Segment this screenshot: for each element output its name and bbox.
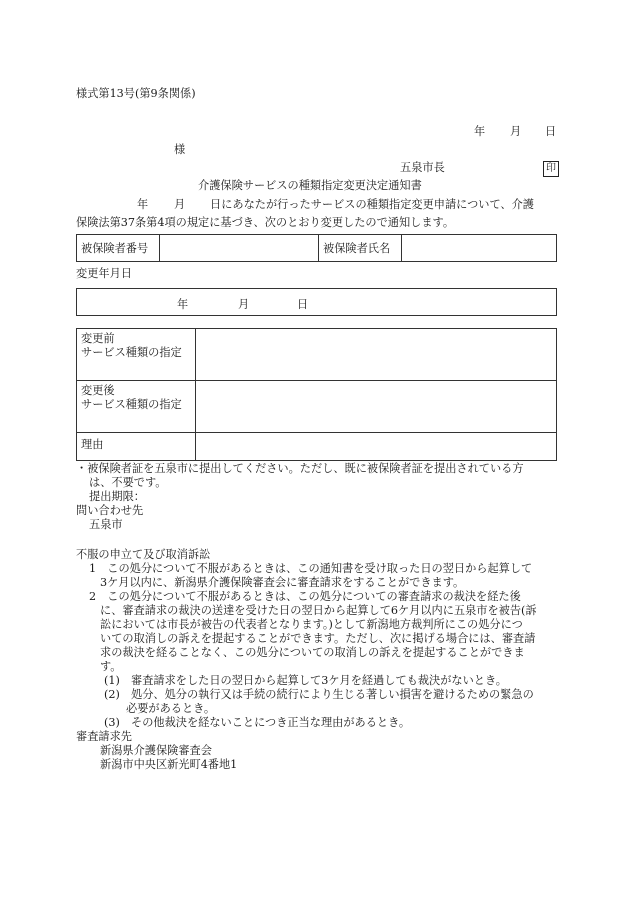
appeal-sub-2-line-2: 必要があるとき。 — [126, 702, 216, 715]
insured-name-label: 被保険者氏名 — [319, 235, 402, 262]
before-label-cell — [77, 329, 196, 381]
appeal-item-2-line-1: 2 この処分について不服があるときは、この処分についての審査請求の裁決を経た後 — [89, 590, 521, 603]
contact-name: 五泉市 — [89, 518, 123, 531]
after-value-field[interactable] — [196, 381, 557, 433]
before-label-2: サービス種類の指定 — [81, 346, 182, 359]
insured-table — [76, 234, 557, 262]
date-year-label: 年 — [474, 125, 486, 138]
appeal-item-2-line-2: に、審査請求の裁決の送達を受けた日の翌日から起算して6ケ月以内に五泉市を被告(訴 — [100, 604, 537, 617]
after-label-cell — [77, 381, 196, 433]
date-month-label: 月 — [510, 125, 522, 138]
document-title: 介護保険サービスの種類指定変更決定通知書 — [198, 179, 422, 192]
appeal-item-1-line-1: 1 この処分について不服があるときは、この通知書を受け取った日の翌日から起算して — [89, 562, 533, 575]
intro-year: 年 — [137, 198, 149, 211]
after-label-1: 変更後 — [81, 384, 115, 397]
appeal-item-1-line-2: 3ケ月以内に、新潟県介護保険審査会に審査請求をすることができます。 — [100, 576, 465, 589]
appeal-sub-3: (3) その他裁決を経ないことにつき正当な理由があるとき。 — [104, 716, 411, 729]
issuer: 五泉市長 — [400, 161, 445, 174]
appeal-sub-1: (1) 審査請求をした日の翌日から起算して3ケ月を経過しても裁決がないとき。 — [104, 674, 507, 687]
date-day-label: 日 — [545, 125, 557, 138]
change-date-label: 変更年月日 — [76, 267, 132, 280]
before-value-field[interactable] — [196, 329, 557, 381]
service-type-table — [76, 328, 557, 461]
review-body-name: 新潟県介護保険審査会 — [100, 744, 212, 757]
note-line-2: は、不要です。 — [89, 476, 167, 489]
change-date-field[interactable] — [77, 289, 557, 316]
seal-mark: 印 — [543, 161, 559, 177]
intro-line-2: 保険法第37条第4項の規定に基づき、次のとおり変更したので通知します。 — [76, 216, 455, 229]
appeal-item-2-line-3: 訟においては市長が被告の代表者となります。)として新潟地方裁判所にこの処分につ — [100, 618, 523, 631]
form-number: 様式第13号(第9条関係) — [76, 87, 196, 100]
addressee-suffix: 様 — [174, 143, 186, 156]
appeal-item-2-line-4: いての取消しの訴えを提起することができます。ただし、次に掲げる場合には、審査請 — [100, 632, 536, 645]
appeal-item-2-line-5: 求の裁決を経ることなく、この処分についての取消しの訴えを提起することができま — [100, 646, 525, 659]
contact-label: 問い合わせ先 — [76, 504, 144, 517]
insured-name-field[interactable] — [402, 235, 557, 262]
change-date-year: 年 — [177, 298, 189, 311]
change-date-table — [76, 288, 557, 316]
insured-number-field[interactable] — [160, 235, 319, 262]
appeal-sub-2-line-1: (2) 処分、処分の執行又は手続の続行により生じる著しい損害を避けるための緊急の — [104, 688, 534, 701]
review-body-address: 新潟市中央区新光町4番地1 — [100, 758, 238, 771]
before-label-1: 変更前 — [81, 332, 115, 345]
appeal-item-2-line-6: す。 — [100, 660, 122, 673]
intro-month: 月 — [174, 198, 186, 211]
deadline-label: 提出期限： — [89, 490, 145, 503]
change-date-day: 日 — [297, 298, 309, 311]
appeal-heading: 不服の申立て及び取消訴訟 — [76, 548, 211, 561]
after-label-2: サービス種類の指定 — [81, 398, 182, 411]
note-line-1: ・被保険者証を五泉市に提出してください。ただし、既に被保険者証を提出されている方 — [76, 462, 524, 475]
reason-label: 理由 — [77, 433, 196, 461]
review-label: 審査請求先 — [76, 730, 132, 743]
intro-line-1: 日にあなたが行ったサービスの種類指定変更申請について、介護 — [210, 198, 534, 211]
insured-number-label: 被保険者番号 — [77, 235, 160, 262]
change-date-month: 月 — [238, 298, 250, 311]
reason-value-field[interactable] — [196, 433, 557, 461]
